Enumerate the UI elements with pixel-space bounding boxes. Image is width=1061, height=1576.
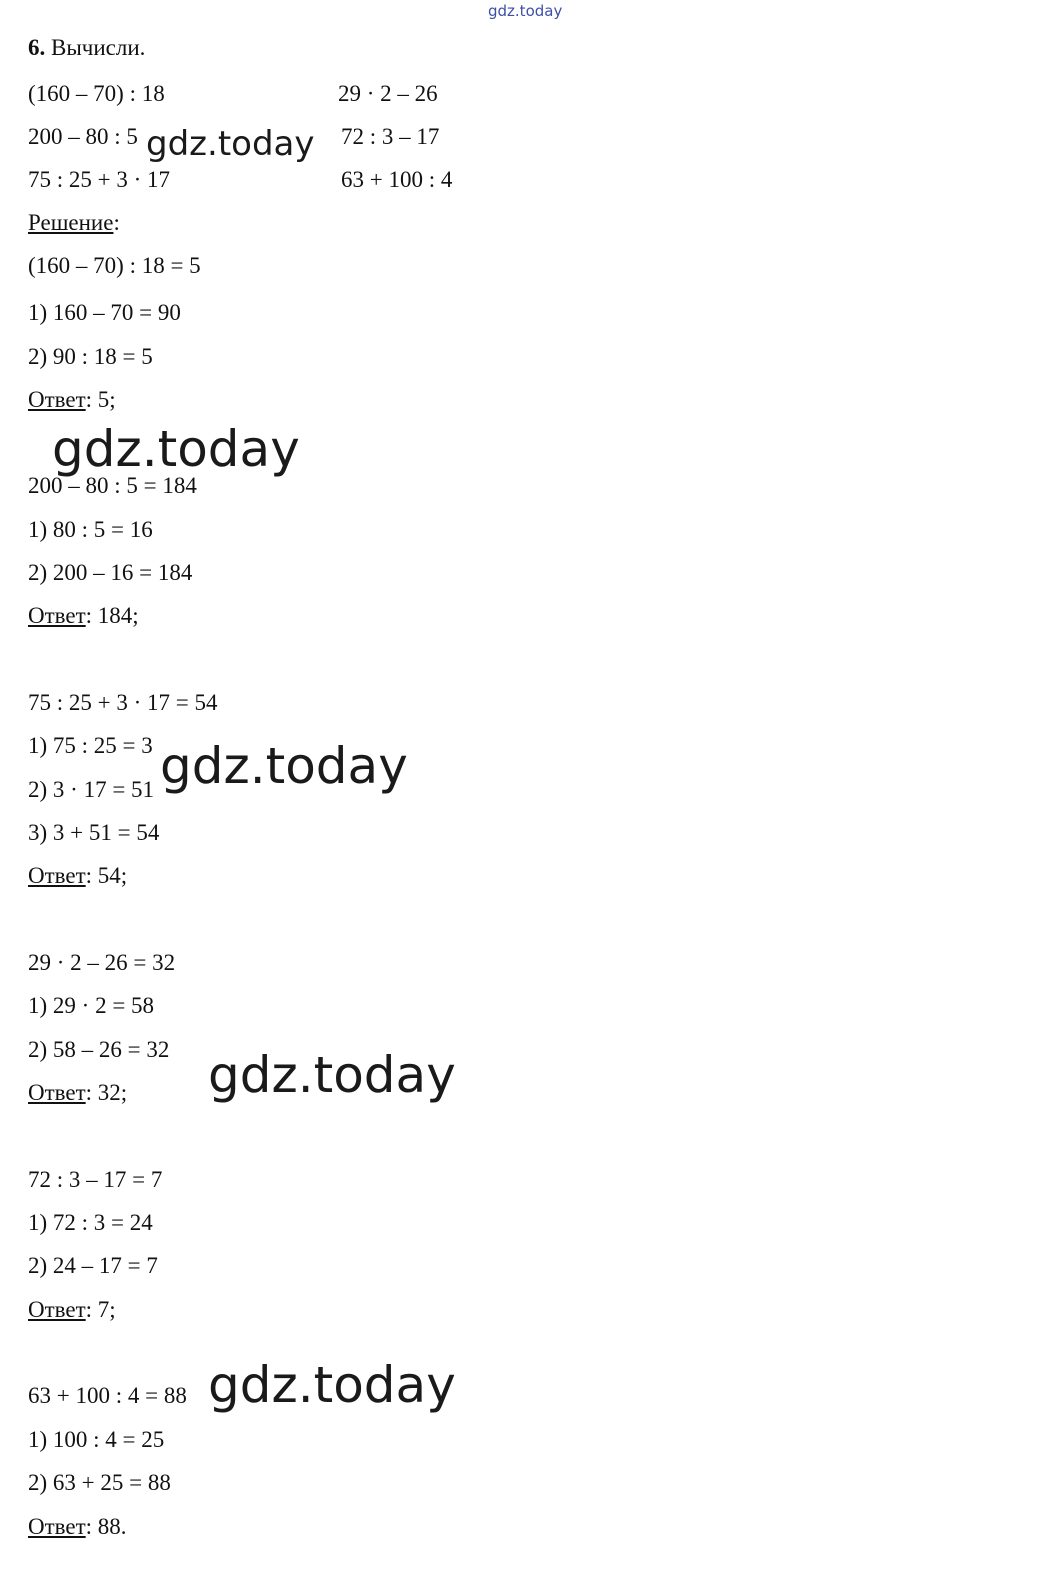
problem-right-2: 72 : 3 – 17 [341,124,440,149]
answer-label: Ответ [28,863,86,888]
task-instruction: Вычисли. [51,35,146,60]
answer-label: Ответ [28,1297,86,1322]
solution-2-expression: 200 – 80 : 5 = 184 [28,473,197,498]
solution-1-expression: (160 – 70) : 18 = 5 [28,253,201,278]
solution-2-step-1: 1) 80 : 5 = 16 [28,517,153,542]
problem-left-1: (160 – 70) : 18 [28,81,165,106]
watermark: gdz.today [160,737,408,795]
watermark: gdz.today [146,124,315,164]
problem-left-2: 200 – 80 : 5 [28,124,138,149]
answer-label: Ответ [28,603,86,628]
solution-5-expression: 72 : 3 – 17 = 7 [28,1167,163,1192]
solution-3-step-3: 3) 3 + 51 = 54 [28,820,160,845]
problem-right-3: 63 + 100 : 4 [341,167,453,192]
answer-value: : 88. [85,1514,127,1539]
solution-5-step-2: 2) 24 – 17 = 7 [28,1253,158,1278]
answer-value: : 7; [85,1297,116,1322]
watermark: gdz.today [208,1356,456,1414]
solution-1-step-1: 1) 160 – 70 = 90 [28,300,181,325]
problem-right-1: 29 · 2 – 26 [338,81,438,106]
watermark: gdz.today [52,420,300,478]
solution-colon: : [113,210,120,235]
solution-5-answer [28,1296,116,1324]
task-number: 6. [28,35,46,60]
answer-label: Ответ [28,1514,86,1539]
solution-3-step-2: 2) 3 · 17 = 51 [28,777,155,802]
solution-2-answer [28,602,139,630]
answer-label: Ответ [28,1080,86,1105]
solution-3-answer [28,862,127,890]
problem-left-3: 75 : 25 + 3 · 17 [28,167,171,192]
solution-4-answer [28,1079,127,1107]
header-watermark: gdz.today [488,2,563,20]
solution-label: Решение [28,210,114,235]
solution-heading [28,209,120,237]
task-heading [28,34,145,62]
solution-6-expression: 63 + 100 : 4 = 88 [28,1383,187,1408]
solution-1-step-2: 2) 90 : 18 = 5 [28,344,153,369]
solution-2-step-2: 2) 200 – 16 = 184 [28,560,193,585]
answer-value: : 32; [85,1080,128,1105]
solution-3-step-1: 1) 75 : 25 = 3 [28,733,153,758]
solution-3-expression: 75 : 25 + 3 · 17 = 54 [28,690,218,715]
answer-value: : 5; [85,387,116,412]
answer-label: Ответ [28,387,86,412]
solution-4-step-1: 1) 29 · 2 = 58 [28,993,155,1018]
solution-6-answer [28,1513,127,1541]
solution-1-answer [28,386,116,414]
watermark: gdz.today [208,1046,456,1104]
answer-value: : 184; [85,603,139,628]
answer-value: : 54; [85,863,128,888]
solution-4-step-2: 2) 58 – 26 = 32 [28,1037,170,1062]
solution-5-step-1: 1) 72 : 3 = 24 [28,1210,153,1235]
solution-4-expression: 29 · 2 – 26 = 32 [28,950,176,975]
solution-6-step-1: 1) 100 : 4 = 25 [28,1427,165,1452]
solution-6-step-2: 2) 63 + 25 = 88 [28,1470,171,1495]
